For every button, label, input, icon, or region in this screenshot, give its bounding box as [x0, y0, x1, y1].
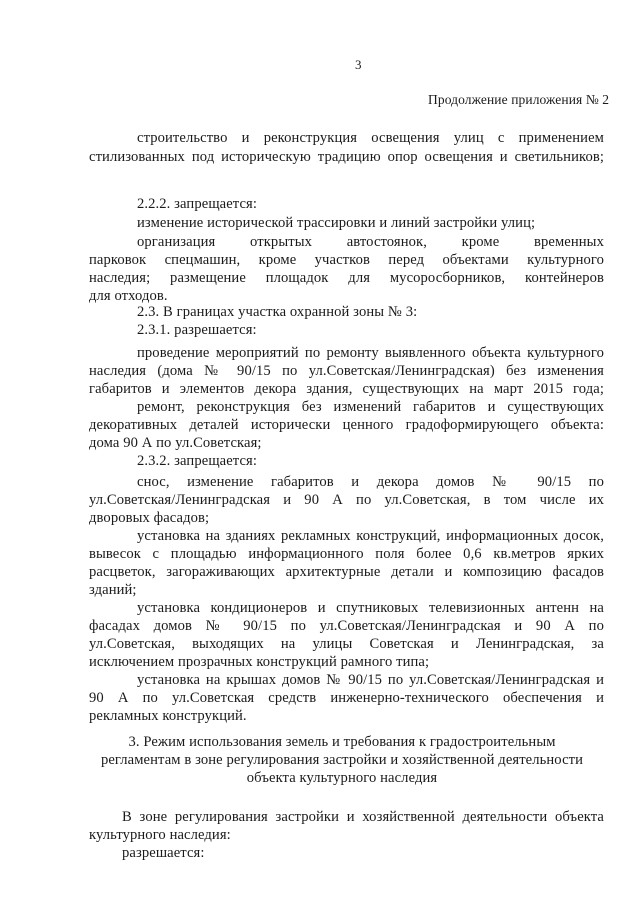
text-line: проведение мероприятий по ремонту выявленного объекта культурного	[137, 345, 604, 361]
text-line: культурного наследия:	[89, 827, 231, 843]
text-line: зданий;	[89, 582, 137, 598]
header-note: Продолжение приложения № 2	[428, 92, 610, 107]
text-line: 2.3.1. разрешается:	[137, 322, 257, 338]
text-line: 2.3. В границах участка охранной зоны № 3:	[137, 304, 418, 320]
text-line: вывесок с площадью информационного поля более 0,6 кв.метров ярких	[89, 546, 604, 562]
text-line: для отходов.	[89, 288, 168, 304]
text-line: изменение исторической трассировки и линий застройки улиц;	[137, 215, 536, 231]
text-line: снос, изменение габаритов и декора домов № 90/15 по	[137, 474, 604, 490]
section-heading-line: регламентам в зоне регулирования застройки и хозяйственной деятельности	[100, 752, 584, 768]
text-line: организация открытых автостоянок, кроме временных	[137, 234, 604, 250]
text-line: дома 90 А по ул.Советская;	[89, 435, 262, 451]
page-number: 3	[355, 57, 362, 72]
text-line: установка на зданиях рекламных конструкций, информационных досок,	[137, 528, 604, 544]
text-line: 2.2.2. запрещается:	[137, 196, 258, 212]
text-line: наследия; размещение площадок для мусоросборников, контейнеров	[89, 270, 604, 286]
text-line: рекламных конструкций.	[89, 708, 247, 724]
text-line: ул.Советская, выходящих на улицы Советская и Ленинградская, за	[89, 636, 604, 652]
text-line: 90 А по ул.Советская средств инженерно-технического обеспечения и	[89, 690, 604, 706]
section-heading-line: 3. Режим использования земель и требования к градостроительным	[128, 734, 556, 750]
text-line: установка на крышах домов № 90/15 по ул.Советская/Ленинградская и	[137, 672, 604, 688]
text-line: ремонт, реконструкция без изменений габаритов и существующих	[137, 399, 604, 415]
text-line: габаритов и элементов декора здания, существующих на март 2015 года;	[89, 381, 604, 397]
text-line: фасадах домов № 90/15 по ул.Советская/Ленинградская и 90 А по	[89, 618, 604, 634]
text-line: расцветок, загораживающих архитектурные детали и композицию фасадов	[89, 564, 604, 580]
text-line: парковок спецмашин, кроме участков перед объектами культурного	[89, 252, 604, 268]
text-line: наследия (дома № 90/15 по ул.Советская/Ленинградская) без изменения	[89, 363, 604, 379]
text-line: исключением прозрачных конструкций рамного типа;	[89, 654, 430, 670]
text-line: В зоне регулирования застройки и хозяйственной деятельности объекта	[122, 809, 604, 825]
section-heading-line: объекта культурного наследия	[246, 770, 438, 786]
text-line: 2.3.2. запрещается:	[137, 453, 258, 469]
text-line: строительство и реконструкция освещения улиц с применением	[137, 130, 604, 146]
text-line: разрешается:	[122, 845, 205, 861]
text-line: декоративных деталей исторически ценного градоформирующего объекта:	[89, 417, 604, 433]
text-line: ул.Советская/Ленинградская и 90 А по ул.Советская, в том числе их	[89, 492, 604, 508]
text-line: установка кондиционеров и спутниковых телевизионных антенн на	[137, 600, 604, 616]
text-line: стилизованных под историческую традицию опор освещения и светильников;	[89, 149, 604, 165]
text-line: дворовых фасадов;	[89, 510, 210, 526]
